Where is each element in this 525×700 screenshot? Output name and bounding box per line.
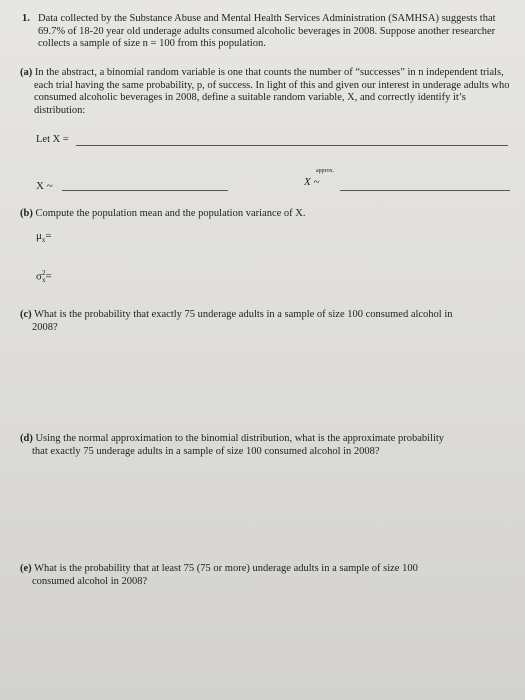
question-intro: Data collected by the Substance Abuse and Mental Health Services Administration (SAMHSA) suggests that 69.7% of 18-20 year old underage adults consumed alcoholic beverages in 2008. Suppose another researcher collects a sample of size n = 100 from this population. bbox=[38, 13, 496, 49]
mu-equals: = bbox=[45, 230, 52, 242]
part-e-line-1: What is the probability that at least 75 (75 or more) underage adults in a sample of size 100 bbox=[34, 563, 418, 574]
part-d-line-2: that exactly 75 underage adults in a sample of size 100 consumed alcohol in 2008? bbox=[32, 445, 380, 457]
approx-label: approx. bbox=[316, 168, 335, 174]
sigma-symbol: σ bbox=[36, 270, 42, 283]
part-c bbox=[20, 309, 510, 334]
sigma-x-formula bbox=[36, 270, 52, 284]
sigma-superscript: 2 bbox=[41, 269, 46, 277]
part-b-text: Compute the population mean and the population variance of X. bbox=[35, 208, 306, 219]
question-1 bbox=[22, 13, 502, 51]
sigma-subscript: x bbox=[41, 276, 46, 284]
mu-subscript: x bbox=[41, 236, 46, 245]
let-x-label: Let X = bbox=[36, 134, 69, 145]
question-number: 1. bbox=[22, 13, 30, 24]
sigma-equals: = bbox=[45, 270, 52, 283]
part-b-label: (b) bbox=[20, 208, 33, 219]
x-distribution-label: X ~ bbox=[36, 180, 53, 192]
x-distribution-answer-line[interactable] bbox=[62, 190, 228, 191]
part-c-label: (c) bbox=[20, 309, 32, 320]
part-b bbox=[20, 208, 510, 221]
part-e-label: (e) bbox=[20, 563, 32, 574]
part-e-line-2: consumed alcohol in 2008? bbox=[32, 575, 148, 587]
part-d-line-1: Using the normal approximation to the binomial distribution, what is the approximate probability bbox=[35, 433, 445, 444]
part-d-label: (d) bbox=[20, 433, 33, 444]
x-approx-answer-line[interactable] bbox=[340, 190, 510, 191]
part-c-line-2: 2008? bbox=[32, 321, 58, 333]
part-d bbox=[20, 433, 510, 458]
part-c-line-1: What is the probability that exactly 75 underage adults in a sample of size 100 consumed alcohol in bbox=[34, 309, 453, 320]
part-a bbox=[20, 67, 510, 117]
part-e bbox=[20, 563, 510, 588]
let-x-answer-line[interactable] bbox=[76, 145, 508, 146]
mu-x-formula bbox=[36, 230, 52, 244]
mu-symbol: μ bbox=[36, 230, 42, 242]
part-a-text: In the abstract, a binomial random variable is one that counts the number of “successes” in n independent trials, each trial having the same probability, p, of success. In light of this and given our interest in underage adults who consumed alcoholic beverages in 2008, define a suitable random variable, X, and correctly identify it’s distribution: bbox=[34, 67, 510, 116]
part-a-label: (a) bbox=[20, 67, 33, 78]
x-approx-label: X ~ bbox=[304, 176, 320, 188]
